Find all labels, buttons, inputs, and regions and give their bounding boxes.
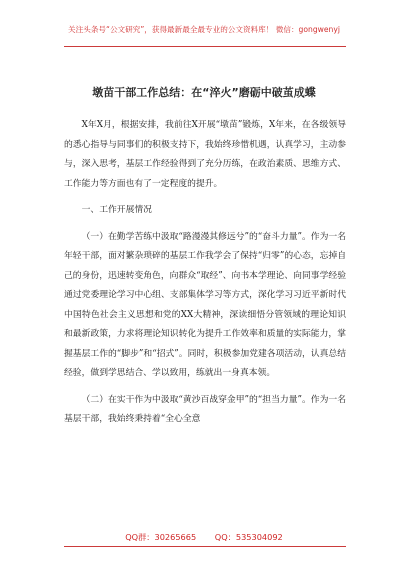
header-divider — [64, 46, 346, 47]
section-heading: 一、工作开展情况 — [81, 205, 152, 215]
footer-divider — [64, 546, 346, 547]
document-title: 墩苗干部工作总结：在“淬火”磨砺中破茧成蝶 — [92, 86, 316, 99]
paragraph-1: （一）在勤学苦练中汲取“路漫漫其修远兮”的“奋斗力量”。作为一名年轻干部，面对繁杂琐碎的基层工作我学会了保持“归零”的心态，忘掉自己的身份，迅速转变角色，向群众“取经”、向书本学理论、向同事学经验通过党委理论学习中心组、支部集体学习等方式，深化学习习近平新时代中国特色社会主义思想和党的XX大精神，深读细悟分管领域的理论知识和最新政策，力求将理论知识转化为提升工作效率和质量的实际能力，掌握基层工作的“脚步”和“招式”。同时，积极参加党建各项活动，认真总结经验，做到学思结合、学以致用，练就出一身真本领。 — [64, 231, 346, 378]
qq-group: QQ群：30265665 — [125, 532, 197, 542]
paragraph-2: （二）在实干作为中汲取“黄沙百战穿金甲”的“担当力量”。作为一名基层干部，我始终秉持着“全心全意 — [64, 394, 346, 424]
document-body — [64, 116, 346, 430]
promo-header: 关注头条号“公文研究”，获得最新最全最专业的公文资料库！ 微信：gongwenyj — [68, 25, 340, 34]
qq-number: QQ：535304092 — [214, 532, 283, 542]
contact-footer — [0, 532, 408, 543]
intro-paragraph: X年X月，根据安排，我前往X开展“墩苗”锻炼，X年来，在各级领导的悉心指导与同事们的积极支持下，我始终珍惜机遇，认真学习，主动参与，深入思考，基层工作经验得到了充分历练，在政治素质、思维方式、工作能力等方面也有了一定程度的提升。 — [64, 120, 346, 189]
